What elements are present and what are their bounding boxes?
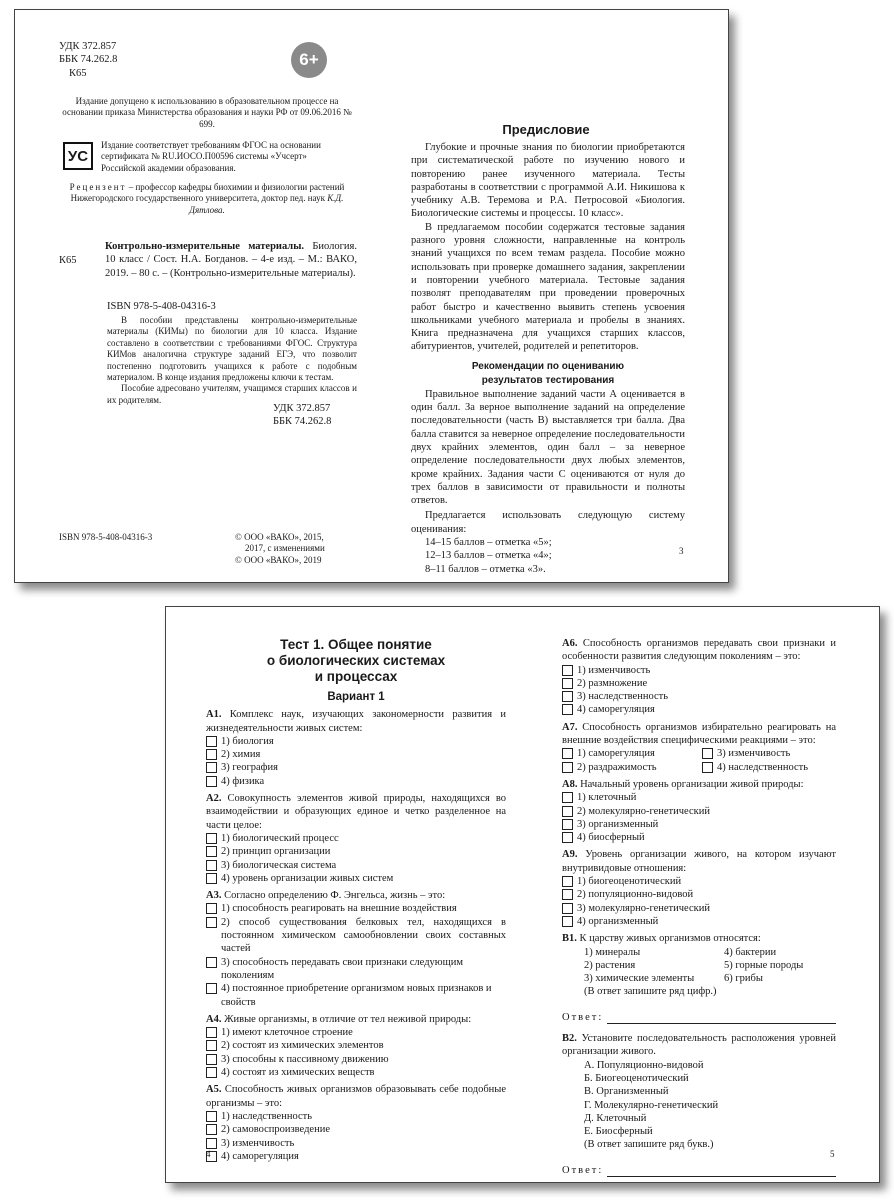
- question-a6: [562, 637, 836, 717]
- answer-field[interactable]: [562, 1011, 836, 1024]
- question-number: А3.: [206, 890, 222, 902]
- option-label: 3) наследственность: [577, 691, 669, 703]
- question-text: Установите последовательность расположения уровней организации живого.: [562, 1033, 836, 1058]
- question-number: В2.: [562, 1033, 577, 1045]
- checkbox[interactable]: [562, 916, 573, 927]
- option-label: 2) популяционно-видовой: [577, 889, 694, 901]
- checkbox[interactable]: [562, 762, 573, 773]
- option-label: 4) состоят из химических веществ: [221, 1067, 375, 1079]
- answer-option[interactable]: [206, 1039, 506, 1052]
- checkbox[interactable]: [206, 1040, 217, 1051]
- checkbox[interactable]: [206, 983, 217, 994]
- checkbox[interactable]: [702, 762, 713, 773]
- reviewer-label: Рецензент: [69, 182, 127, 192]
- answer-option[interactable]: [562, 791, 836, 804]
- checkbox[interactable]: [206, 776, 217, 787]
- test-title: [206, 637, 506, 685]
- answer-option[interactable]: [206, 982, 506, 1009]
- checkbox[interactable]: [206, 1111, 217, 1122]
- answer-option[interactable]: [562, 818, 836, 831]
- question-number: А6.: [562, 638, 578, 649]
- option-label: 3) молекулярно-генетический: [577, 902, 710, 914]
- question-a3: [206, 889, 506, 1009]
- option-label: 3) способность передавать свои признаки следующим поколениям: [221, 956, 463, 981]
- answer-line[interactable]: [607, 1013, 836, 1024]
- answer-option[interactable]: [206, 832, 506, 845]
- checkbox[interactable]: [206, 736, 217, 747]
- reviewer-block: [57, 182, 357, 216]
- option-label: 3) биологическая система: [221, 859, 337, 871]
- option-label: 1) биогеоценотический: [577, 876, 682, 888]
- answer-option[interactable]: [206, 1123, 506, 1136]
- option-label: 2) химия: [221, 749, 261, 761]
- answer-option[interactable]: [206, 845, 506, 858]
- option-label: 4) саморегуляция: [577, 704, 655, 716]
- option-label: 3) способны к пассивному движению: [221, 1053, 389, 1065]
- question-a7: [562, 721, 836, 774]
- checkbox[interactable]: [206, 903, 217, 914]
- option-label: 1) изменчивость: [577, 664, 651, 676]
- question-text: К царству живых организмов относятся:: [576, 933, 761, 945]
- left-column: [206, 637, 506, 1167]
- answer-option[interactable]: [206, 1053, 506, 1066]
- question-a9: [562, 848, 836, 928]
- list-item: В. Организменный: [584, 1086, 669, 1098]
- checkbox[interactable]: [206, 917, 217, 928]
- answer-option[interactable]: [206, 761, 506, 774]
- b1-items: [562, 946, 836, 986]
- recommendations-title-line: Рекомендации по оцениванию: [471, 360, 625, 372]
- checkbox[interactable]: [206, 749, 217, 760]
- checkbox[interactable]: [562, 889, 573, 900]
- reviewer-text: – профессор кафедры биохимии и физиологии растений Нижегородского государственного университета, доктор пед. наук: [70, 182, 345, 204]
- instruction-note: (В ответ запишите ряд цифр.): [584, 986, 717, 998]
- grade-item: 12–13 баллов – отметка «4»;: [425, 550, 552, 562]
- option-label: 3) организменный: [577, 818, 659, 830]
- option-label: 2) самовоспроизведение: [221, 1124, 330, 1136]
- option-label: 4) физика: [221, 775, 265, 787]
- checkbox[interactable]: [206, 860, 217, 871]
- answer-option[interactable]: [562, 690, 836, 703]
- isbn-line: ISBN 978-5-408-04316-3: [107, 301, 216, 312]
- list-item: Г. Молекулярно-генетический: [584, 1099, 719, 1111]
- question-a8: [562, 778, 836, 844]
- bib-text: Биология. 10 класс / Сост. Н.А. Богданов. – 4-е изд. – М.: ВАКО, 2019. – 80 с. – (Контрольно-измерительные материалы).: [105, 241, 357, 279]
- grade-item: 14–15 баллов – отметка «5»;: [425, 537, 552, 549]
- list-item: А. Популяционно-видовой: [584, 1059, 704, 1071]
- option-label: 3) география: [221, 762, 278, 774]
- checkbox[interactable]: [206, 873, 217, 884]
- list-item: 2) растения: [584, 959, 636, 971]
- question-number: А2.: [206, 793, 222, 805]
- option-label: 1) клеточный: [577, 792, 637, 804]
- udk-line: УДК 372.857: [59, 41, 117, 52]
- checkbox[interactable]: [562, 806, 573, 817]
- udk-right-block: [273, 402, 331, 429]
- variant-label: Вариант 1: [327, 691, 385, 703]
- preface-paragraph: Глубокие и прочные знания по биологии приобретаются при систематической работе по изучению нового и повторению ранее изученного материала. Тесты разработаны в соответствии с программой А.И. Никишова к учебнику А.В. Теремова и Р.А. Петросовой «Биология. Биологические системы и процессы. 10 класс».: [411, 142, 685, 220]
- option-label: 4) саморегуляция: [221, 1150, 299, 1162]
- answer-option[interactable]: [206, 775, 506, 788]
- question-number: А4.: [206, 1013, 222, 1025]
- test-title-line: Тест 1. Общее понятие: [280, 637, 432, 652]
- list-item: 1) минералы: [584, 946, 641, 958]
- answer-field[interactable]: [562, 1164, 836, 1177]
- question-text: Уровень организации живого, на котором изучают внутривидовые отношения:: [562, 849, 836, 874]
- isbn-bottom: ISBN 978-5-408-04316-3: [59, 532, 153, 542]
- udk-block: [59, 40, 117, 80]
- answer-option[interactable]: [206, 1137, 506, 1150]
- option-label: 1) наследственность: [221, 1110, 313, 1122]
- question-text: Согласно определению Ф. Энгельса, жизнь – это:: [221, 890, 446, 902]
- option-label: 1) биологический процесс: [221, 832, 339, 844]
- recommendations-paragraph: Предлагается использовать следующую систему оценивания:: [411, 510, 685, 535]
- bbk-line: ББК 74.262.8: [273, 416, 332, 428]
- option-label: 2) способ существования белковых тел, находящихся в постоянном химическом самообновлении своих составных частей: [221, 916, 506, 955]
- answer-option[interactable]: [206, 956, 506, 983]
- recommendations-title-line: результатов тестирования: [481, 374, 615, 386]
- question-a5: [206, 1083, 506, 1163]
- question-a2: [206, 792, 506, 885]
- answer-option[interactable]: [562, 888, 836, 901]
- answer-option[interactable]: [562, 677, 836, 690]
- answer-option[interactable]: [562, 703, 836, 716]
- list-item: 6) грибы: [724, 973, 763, 985]
- answer-option[interactable]: [562, 831, 836, 844]
- checkbox[interactable]: [562, 876, 573, 887]
- checkbox[interactable]: [206, 1027, 217, 1038]
- answer-option[interactable]: [206, 902, 506, 915]
- option-label: 3) изменчивость: [221, 1137, 295, 1149]
- list-item: Е. Биосферный: [584, 1126, 653, 1138]
- option-label: 4) организменный: [577, 915, 659, 927]
- page-number-right: 5: [830, 1149, 835, 1159]
- question-text: Способность живых организмов образовывать себе подобные организмы – это:: [206, 1084, 506, 1109]
- recommendations-paragraph: Правильное выполнение заданий части А оценивается в один балл. За верное выполнение заданий на определение последовательности (часть В) выставляется три балла. Два балла ставится за неверное определение последовательности двух крайних элементов, один балл – за неверное определение последовательности двух любых элементов, кроме крайних. Задания части С оцениваются от нуля до трех баллов в зависимости от правильности и полноты ответов.: [411, 388, 685, 507]
- question-number: А1.: [206, 709, 222, 721]
- list-item: Б. Биогеоценотический: [584, 1072, 689, 1084]
- answer-line[interactable]: [607, 1166, 836, 1177]
- copyright-block: [235, 532, 325, 566]
- option-label: 2) молекулярно-генетический: [577, 805, 710, 817]
- uscert-logo: УС: [63, 142, 93, 170]
- bib-title: Контрольно-измерительные материалы.: [105, 241, 305, 252]
- book-page-spread-1: [14, 9, 729, 583]
- answer-option[interactable]: [562, 664, 836, 677]
- option-label: 2) состоят из химических элементов: [221, 1040, 384, 1052]
- option-label: 4) наследственность: [717, 761, 809, 773]
- answer-option[interactable]: [206, 1026, 506, 1039]
- annotation-paragraph: В пособии представлены контрольно-измерительные материалы (КИМы) по биологии для 10 класса. Издание составлено в соответствии с требованиями ФГОС. Структура КИМов аналогична структуре заданий ЕГЭ, что позволит постепенно подготовить учащихся к работе с подобным материалом. В конце издания предложены ключи к тестам.: [107, 315, 357, 383]
- option-label: 2) раздражимость: [577, 761, 657, 773]
- preface-title: Предисловие: [502, 122, 590, 137]
- answer-option[interactable]: [562, 747, 696, 760]
- question-text: Живые организмы, в отличие от тел неживой природы:: [221, 1013, 472, 1025]
- bbk-line: ББК 74.262.8: [59, 54, 118, 66]
- checkbox[interactable]: [206, 833, 217, 844]
- checkbox[interactable]: [206, 762, 217, 773]
- checkbox[interactable]: [562, 903, 573, 914]
- fgos-note: Издание соответствует требованиям ФГОС на основании сертификата № RU.ИОСО.П00596 системы «Учсерт» Российской академии образования.: [101, 140, 321, 173]
- answer-option[interactable]: [562, 805, 836, 818]
- question-a1: [206, 708, 506, 788]
- answer-option[interactable]: [702, 761, 836, 774]
- question-b1: [562, 932, 836, 1024]
- option-label: 3) изменчивость: [717, 748, 791, 760]
- udk-line: УДК 372.857: [273, 403, 331, 414]
- question-number: А5.: [206, 1084, 222, 1096]
- recommendations-title: [411, 360, 685, 388]
- checkbox[interactable]: [562, 748, 573, 759]
- question-a4: [206, 1013, 506, 1079]
- answer-option[interactable]: [562, 875, 836, 888]
- page-number: 3: [679, 546, 684, 556]
- author-sign-line: К65: [69, 67, 87, 79]
- checkbox[interactable]: [562, 792, 573, 803]
- answer-option[interactable]: [206, 748, 506, 761]
- question-number: А9.: [562, 849, 578, 861]
- checkbox[interactable]: [562, 691, 573, 702]
- preface-paragraph: В предлагаемом пособии содержатся тестовые задания разного уровня сложности, направленные на контроль знаний учащихся по всем темам раздела. Пособие можно использовать при проверке домашнего задания, закреплении и повторении учебного материала. Тестовые задания позволят преподавателям при проведении проверочных работ быстро и качественно выявить степень усвоения школьниками учебного материала и пробелы в знаниях. Книга предназначена для учащихся старших классов, абитуриентов, учителей, родителей и репетиторов.: [411, 221, 685, 353]
- question-text: Способность организмов передавать свои признаки и особенности развития следующим поколениям – это:: [562, 638, 836, 663]
- option-label: 1) саморегуляция: [577, 748, 655, 760]
- option-label: 1) имеют клеточное строение: [221, 1027, 353, 1039]
- checkbox[interactable]: [206, 1138, 217, 1149]
- bibliographic-record: [105, 240, 357, 280]
- option-label: 1) способность реагировать на внешние воздействия: [221, 903, 457, 915]
- answer-option[interactable]: [206, 872, 506, 885]
- grades-list: [411, 536, 685, 576]
- checkbox[interactable]: [562, 665, 573, 676]
- age-rating-badge: 6+: [291, 42, 327, 78]
- option-label: 2) размножение: [577, 677, 648, 689]
- checkbox[interactable]: [206, 957, 217, 968]
- test-title-line: и процессах: [314, 669, 398, 684]
- question-b2: [562, 1032, 836, 1177]
- checkbox[interactable]: [206, 1124, 217, 1135]
- checkbox[interactable]: [702, 748, 713, 759]
- annotation-paragraph: Пособие адресовано учителям, учащимся старших классов и их родителям.: [107, 383, 357, 405]
- preface-body: [411, 141, 685, 576]
- list-item: 4) бактерии: [724, 946, 777, 958]
- answer-option[interactable]: [206, 859, 506, 872]
- answer-option[interactable]: [206, 1066, 506, 1079]
- right-column: [562, 637, 836, 1181]
- option-label: 4) уровень организации живых систем: [221, 872, 394, 884]
- checkbox[interactable]: [562, 832, 573, 843]
- checkbox[interactable]: [562, 704, 573, 715]
- answer-option[interactable]: [206, 1150, 506, 1163]
- k65-marker: К65: [59, 255, 77, 266]
- instruction-note: (В ответ запишите ряд букв.): [584, 1139, 714, 1151]
- copyright-line: 2017, с изменениями: [245, 543, 325, 554]
- checkbox[interactable]: [206, 846, 217, 857]
- page-number-left: 4: [206, 1149, 211, 1159]
- answer-option[interactable]: [206, 916, 506, 956]
- question-number: А7.: [562, 721, 578, 733]
- question-number: А8.: [562, 778, 578, 790]
- checkbox[interactable]: [206, 1067, 217, 1078]
- question-text: Начальный уровень организации живой природы:: [577, 778, 804, 790]
- list-item: 3) химические элементы: [584, 973, 695, 985]
- annotation: [107, 315, 357, 406]
- copyright-line: © ООО «ВАКО», 2015,: [235, 532, 324, 542]
- answer-label: Ответ:: [562, 1164, 604, 1176]
- answer-option[interactable]: [206, 735, 506, 748]
- question-text: Совокупность элементов живой природы, находящихся во взаимодействии и образующих единое и четко разделенное на части целое:: [206, 793, 506, 831]
- test-title-line: о биологических системах: [266, 653, 446, 668]
- book-page-spread-2: [165, 606, 880, 1183]
- answer-option[interactable]: [562, 915, 836, 928]
- ministry-note: Издание допущено к использованию в образовательном процессе на основании приказа Министерства образования и науки РФ от 09.06.2016 № 699.: [62, 96, 352, 129]
- reviewer-name: К.Д. Дятлова.: [189, 193, 344, 215]
- question-number: В1.: [562, 933, 577, 945]
- checkbox[interactable]: [562, 819, 573, 830]
- list-item: Д. Клеточный: [584, 1112, 647, 1124]
- option-label: 2) принцип организации: [221, 846, 331, 858]
- answer-option[interactable]: [562, 761, 696, 774]
- answer-option[interactable]: [206, 1110, 506, 1123]
- copyright-line: © ООО «ВАКО», 2019: [235, 554, 322, 565]
- checkbox[interactable]: [562, 678, 573, 689]
- question-text: Способность организмов избирательно реагировать на внешние воздействия специфическими реакциями – это:: [562, 721, 836, 747]
- option-label: 1) биология: [221, 735, 274, 747]
- option-label: 4) биосферный: [577, 832, 645, 844]
- checkbox[interactable]: [206, 1054, 217, 1065]
- b2-items: [562, 1059, 836, 1152]
- option-label: 4) постоянное приобретение организмом новых признаков и свойств: [221, 983, 492, 1008]
- answer-option[interactable]: [562, 902, 836, 915]
- answer-label: Ответ:: [562, 1011, 604, 1023]
- answer-option[interactable]: [702, 747, 836, 760]
- list-item: 5) горные породы: [724, 959, 804, 971]
- question-text: Комплекс наук, изучающих закономерности развития и жизнедеятельности живых систем:: [206, 709, 506, 734]
- grade-item: 8–11 баллов – отметка «3».: [425, 563, 546, 575]
